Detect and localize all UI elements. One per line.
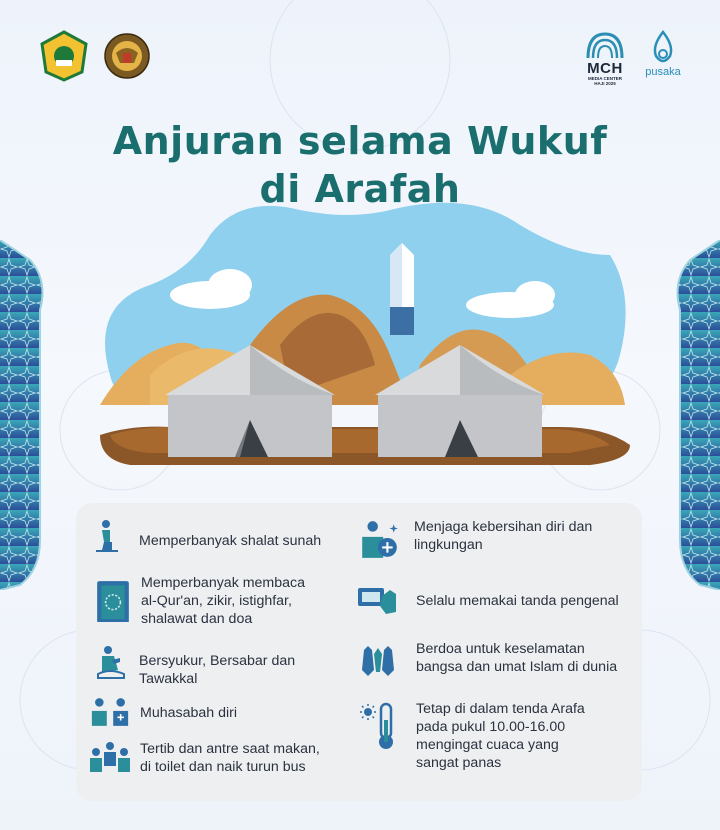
id-card-hand-icon — [356, 582, 400, 618]
pusaka-label: pusaka — [645, 66, 681, 78]
quran-book-icon — [94, 574, 132, 622]
list-item — [358, 700, 585, 772]
list-item — [88, 740, 320, 776]
queue-people-icon — [88, 740, 132, 776]
page-title-line2: di Arafah — [259, 167, 461, 211]
arafah-tents-illustration — [90, 195, 630, 495]
garuda-logo — [104, 33, 150, 79]
list-item — [94, 640, 295, 688]
reflection-people-icon — [88, 696, 132, 728]
thermometer-sun-icon — [358, 700, 398, 752]
hygiene-person-icon — [358, 518, 400, 560]
item-text: Memperbanyak shalat sunah — [139, 533, 322, 549]
list-item — [358, 518, 592, 560]
page-title-line1: Anjuran selama Wukuf — [112, 119, 608, 163]
mch-label: MCH — [587, 60, 623, 77]
item-text: Berdoa untuk keselamatan bangsa dan umat Islam di dunia — [416, 641, 618, 675]
list-item — [356, 582, 619, 618]
pusaka-logo — [638, 30, 688, 84]
item-text: Muhasabah diri — [140, 705, 238, 721]
item-text: Tertib dan antre saat makan, di toilet dan naik turun bus — [140, 741, 320, 775]
praying-hands-icon — [358, 640, 398, 680]
list-item — [88, 696, 237, 728]
item-text: Bersyukur, Bersabar dan Tawakkal — [139, 653, 296, 687]
list-item — [94, 518, 321, 554]
kemenag-logo — [38, 30, 90, 82]
list-item — [94, 574, 305, 628]
item-text: Memperbanyak membaca al-Qur'an, zikir, istighfar, shalawat dan doa — [141, 575, 306, 627]
item-text: Menjaga kebersihan diri dan lingkungan — [414, 519, 593, 553]
mch-sub-label: MEDIA CENTER HAJI 2025 — [587, 76, 623, 86]
item-text: Selalu memakai tanda pengenal — [416, 593, 619, 609]
item-text: Tetap di dalam tenda Arafa pada pukul 10.00-16.00 mengingat cuaca yang sangat panas — [416, 701, 585, 771]
sitting-dua-icon — [94, 640, 130, 684]
mch-media-center-logo — [582, 30, 628, 84]
praying-person-icon — [94, 518, 130, 554]
list-item — [358, 640, 617, 680]
